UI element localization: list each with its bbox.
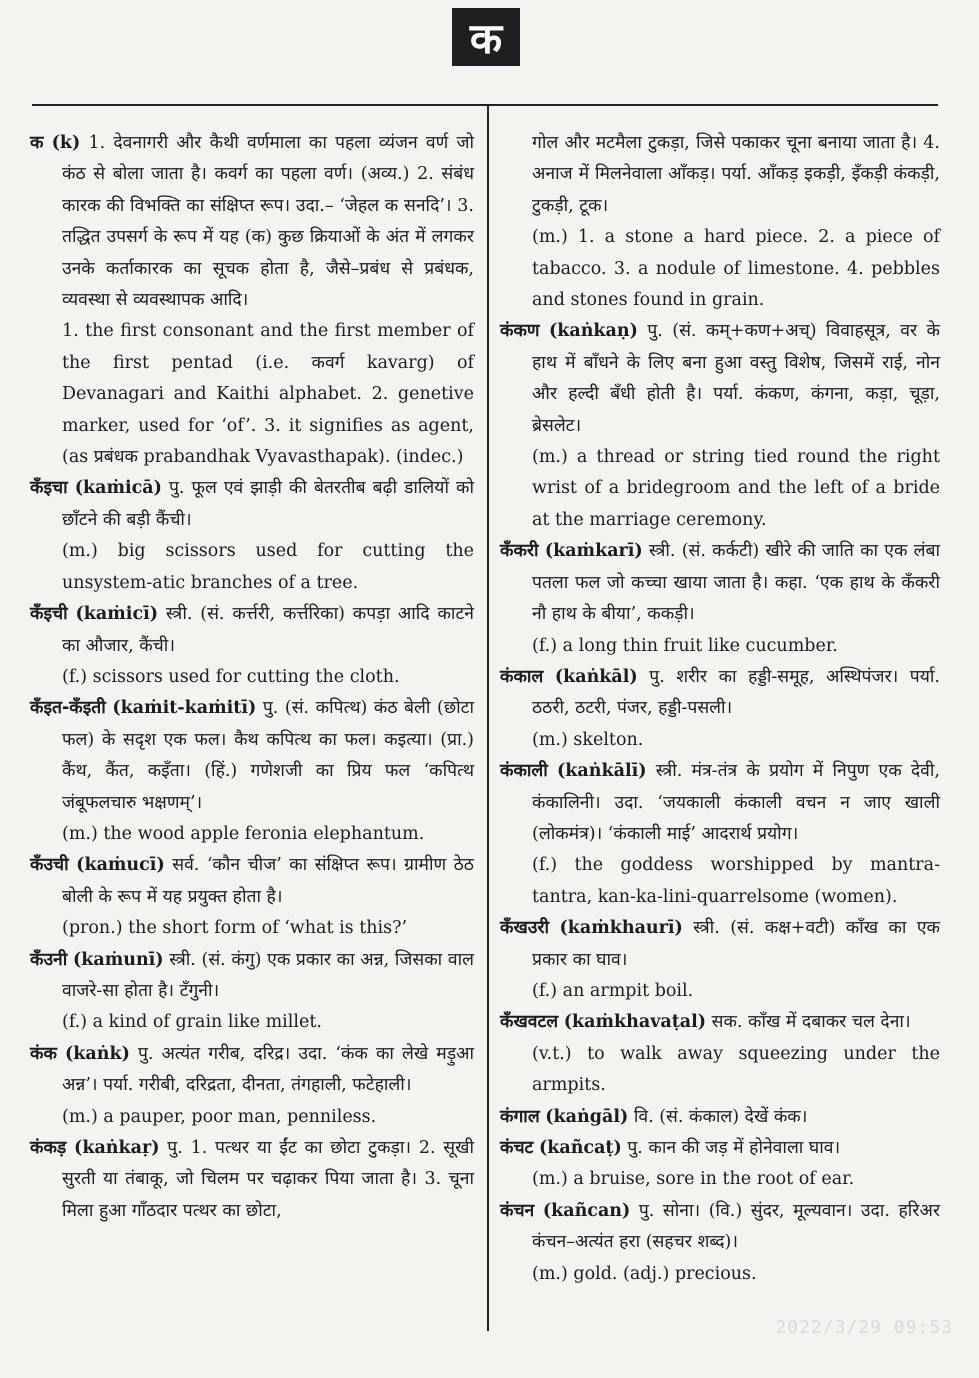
definition-text: पु. सोना। (वि.) सुंदर, मूल्यवान। उदा. हरिअर कंचन–अत्यंत हरा (सहचर शब्द)। — [532, 1200, 940, 1253]
definition-text: पु. 1. पत्थर या ईंट का छोटा टुकड़ा। 2. सूखी सुरती या तंबाकू, जो चिलम पर चढ़ाकर पिया जाता है। 3. चूना मिला हुआ गाँठदार पत्थर का छोटा, — [62, 1138, 474, 1221]
entry-definition-hindi — [30, 473, 474, 536]
entry-definition-hindi — [30, 1133, 474, 1227]
dictionary-entry — [500, 662, 940, 756]
header-rule — [32, 104, 938, 106]
entry-definition-hindi — [500, 536, 940, 630]
entry-definition-hindi — [500, 1133, 940, 1164]
dictionary-entry — [500, 1102, 940, 1133]
transliteration: (kañcan) — [542, 1200, 631, 1221]
dictionary-entry — [500, 756, 940, 913]
definition-text: पु. अत्यंत गरीब, दरिद्र। उदा. ‘कंक का लेखे मड़ुआ अन्न’। पर्या. गरीबी, दरिद्रता, दीनता, तंगहाली, फटेहाली। — [62, 1043, 474, 1096]
definition-text: स्त्री. मंत्र-तंत्र के प्रयोग में निपुण एक देवी, कंकालिनी। उदा. ‘जयकाली कंकाली वचन न जाए खाली (लोकमंत्र)। ‘कंकाली माई’ आदरार्थ प्रयोग। — [532, 761, 940, 844]
dictionary-entry — [500, 536, 940, 662]
definition-text: (m.) a pauper, poor man, penniless. — [62, 1106, 377, 1127]
definition-text: स्त्री. (सं. कर्त्तरी, कर्त्तरिका) कपड़ा आदि काटने का औजार, कैंची। — [62, 604, 474, 656]
definition-text: (m.) gold. (adj.) precious. — [532, 1263, 757, 1284]
entry-definition-hindi — [30, 693, 474, 819]
definition-text: (pron.) the short form of ‘what is this?’ — [62, 918, 408, 939]
dictionary-entry — [30, 473, 474, 599]
transliteration: (k) — [51, 133, 81, 153]
headword: कँकरी — [500, 541, 539, 562]
dictionary-entry — [30, 945, 474, 1039]
headword: कँइत-कँइती — [30, 698, 106, 719]
dictionary-entry — [30, 1039, 474, 1133]
headword: कँखवटल — [500, 1012, 559, 1033]
entry-definition-hindi — [30, 850, 474, 913]
section-letter-box — [452, 8, 520, 66]
transliteration: (kaṁkhaurī) — [559, 918, 683, 939]
transliteration: (kaṅkālī) — [557, 761, 647, 782]
dictionary-entry — [500, 316, 940, 536]
definition-text: (m.) a bruise, sore in the root of ear. — [532, 1169, 855, 1190]
dictionary-entry — [30, 1133, 474, 1227]
right-column — [500, 128, 940, 1290]
entry-definition-hindi — [30, 945, 474, 1008]
definition-text: (m.) big scissors used for cutting the unsystem-atic branches of a tree. — [62, 541, 474, 593]
entry-definition-hindi — [500, 662, 940, 725]
headword: कँउची — [30, 855, 69, 876]
transliteration: (kaṁicī) — [75, 604, 159, 625]
entry-definition-hindi — [500, 316, 940, 442]
definition-text: पु. (सं. कपित्थ) कंठ बेली (छोटा फल) के सदृश एक फल। कैथ कपित्थ का फल। कइत्या। (प्रा.) कैंथ, कैंत, कइँता। (हिं.) गणेशजी का प्रिय फल ‘कपित्थ जंबूफलचारु भक्षणम्’। — [62, 698, 474, 813]
transliteration: (kaṁunī) — [72, 949, 164, 970]
section-letter: क — [469, 13, 503, 63]
definition-text: (m.) 1. a stone a hard piece. 2. a piece of tabacco. 3. a nodule of limestone. 4. pebbles and stones found in grain. — [532, 227, 940, 311]
definition-text: गोल और मटमैला टुकड़ा, जिसे पकाकर चूना बनाया जाता है। 4. अनाज में मिलनेवाला आँकड़। पर्या. आँकड़ इकड़ी, इँकड़ी कंकड़ी, टुकड़ी, टूक। — [532, 133, 940, 216]
headword: कंकण — [500, 321, 540, 342]
definition-text: (m.) a thread or string tied round the right wrist of a bridegroom and the left of a bride at the marriage ceremony. — [532, 447, 940, 530]
definition-text: (f.) an armpit boil. — [532, 980, 694, 1001]
definition-text: स्त्री. (सं. कक्ष+वटी) काँख का एक प्रकार का घाव। — [532, 918, 940, 970]
headword: कँउनी — [30, 949, 68, 970]
entry-definition-hindi — [30, 128, 474, 316]
entry-definition-hindi — [30, 1039, 474, 1102]
entry-definition-hindi — [500, 1102, 940, 1133]
transliteration: (kaṅkaṇ) — [548, 321, 638, 342]
definition-text: पु. (सं. कम्+कण+अच्) विवाहसूत्र, वर के हाथ में बाँधने के लिए बना हुआ वस्तु विशेष, जिसमें राई, नोन और हल्दी बँधी होती है। पर्या. कंकण, कंगना, कड़ा, चूड़ा, ब्रेसलेट। — [532, 321, 940, 436]
definition-text: (f.) the goddess worshipped by mantra-tantra, kan-ka-lini-quarrelsome (women). — [532, 855, 940, 907]
headword: कँइचा — [30, 478, 68, 499]
headword: कँइची — [30, 604, 68, 625]
transliteration: (kaṁit-kaṁitī) — [112, 698, 257, 719]
headword: कंकड़ — [30, 1138, 67, 1158]
definition-text: 1. the first consonant and the first member of the first pentad (i.e. कवर्ग kavarg) of Devanagari and Kaithi alphabet. 2. genetive marker, used for ‘of’. 3. it signifies as agent, (as प्रबंधक prabandhak Vyavasthapak). (indec.) — [62, 321, 474, 468]
definition-text: पु. फूल एवं झाड़ी की बेतरतीब बढ़ी डालियों को छाँटने की बड़ी कैंची। — [62, 478, 474, 530]
entry-definition-hindi — [500, 756, 940, 850]
definition-text: (m.) the wood apple feronia elephantum. — [62, 823, 425, 844]
definition-text: वि. (सं. कंकाल) देखें कंक। — [633, 1106, 808, 1127]
headword: कंकाली — [500, 761, 548, 782]
entry-definition-hindi — [500, 1007, 940, 1038]
definition-text: (f.) a long thin fruit like cucumber. — [532, 635, 838, 656]
transliteration: (kaṅkāl) — [554, 666, 638, 687]
definition-text: पु. कान की जड़ में होनेवाला घाव। — [627, 1138, 841, 1158]
headword: कंकाल — [500, 666, 544, 687]
headword: कंक — [30, 1043, 57, 1064]
definition-text: (f.) a kind of grain like millet. — [62, 1012, 322, 1033]
headword: कंचन — [500, 1200, 535, 1221]
entry-definition-hindi — [500, 1196, 940, 1259]
dictionary-entry — [500, 1133, 940, 1196]
definition-text: (f.) scissors used for cutting the cloth. — [62, 666, 400, 687]
definition-text: 1. देवनागरी और कैथी वर्णमाला का पहला व्यंजन वर्ण जो कंठ से बोला जाता है। कवर्ग का पहला वर्ण। (अव्य.) 2. संबंध कारक की विभक्ति का संक्षिप्त रूप। उदा.– ‘जेहल क सनदि’। 3. तद्धित उपसर्ग के रूप में यह (क) कुछ क्रियाओं के अंत में लगकर उनके कर्ताकारक का सूचक होता है, जैसे–प्रबंध से प्रबंधक, व्यवस्था से व्यवस्थापक आदि। — [62, 133, 474, 311]
left-column — [30, 128, 474, 1227]
transliteration: (kaṅkaṛ) — [74, 1138, 160, 1158]
transliteration: (kaṁkarī) — [544, 541, 643, 562]
definition-text: स्त्री. (सं. कंगु) एक प्रकार का अन्न, जिसका वाल वाजरे-सा होता है। टँगुनी। — [62, 949, 474, 1001]
definition-text: स्त्री. (सं. कर्कटी) खीरे की जाति का एक लंबा पतला फल जो कच्चा खाया जाता है। कहा. ‘एक हाथ के कँकरी नौ हाथ के बीया’, ककड़ी। — [532, 541, 940, 625]
transliteration: (kaṅgāl) — [545, 1106, 629, 1127]
definition-text: (m.) skelton. — [532, 729, 644, 750]
headword: क — [30, 133, 44, 153]
definition-text: सर्व. ‘कौन चीज’ का संक्षिप्त रूप। ग्रामीण ठेठ बोली के रूप में यह प्रयुक्त होता है। — [62, 855, 474, 907]
column-divider — [487, 106, 489, 1331]
definition-text: पु. शरीर का हड्डी-समूह, अस्थिपंजर। पर्या. ठठरी, ठटरी, पंजर, हड्डी-पसली। — [532, 666, 940, 719]
headword: कँखउरी — [500, 918, 550, 939]
dictionary-entry — [500, 913, 940, 1007]
dictionary-entry — [30, 693, 474, 850]
entry-definition-hindi — [30, 599, 474, 662]
headword: कंगाल — [500, 1106, 540, 1127]
transliteration: (kañcaṭ) — [538, 1138, 622, 1158]
dictionary-entry — [30, 599, 474, 693]
photo-timestamp: 2022/3/29 09:53 — [775, 1317, 953, 1338]
dictionary-entry — [30, 850, 474, 944]
transliteration: (kaṁkhavaṭal) — [563, 1012, 707, 1033]
definition-text: सक. काँख में दबाकर चल देना। — [711, 1012, 911, 1033]
transliteration: (kaṁicā) — [74, 478, 162, 499]
dictionary-entry — [500, 128, 940, 316]
entry-definition-hindi — [500, 913, 940, 976]
transliteration: (kaṁucī) — [76, 855, 165, 876]
dictionary-entry — [30, 128, 474, 473]
headword: कंचट — [500, 1138, 534, 1158]
transliteration: (kaṅk) — [64, 1043, 130, 1064]
dictionary-entry — [500, 1007, 940, 1101]
dictionary-entry — [500, 1196, 940, 1290]
definition-text: (v.t.) to walk away squeezing under the armpits. — [532, 1043, 940, 1096]
